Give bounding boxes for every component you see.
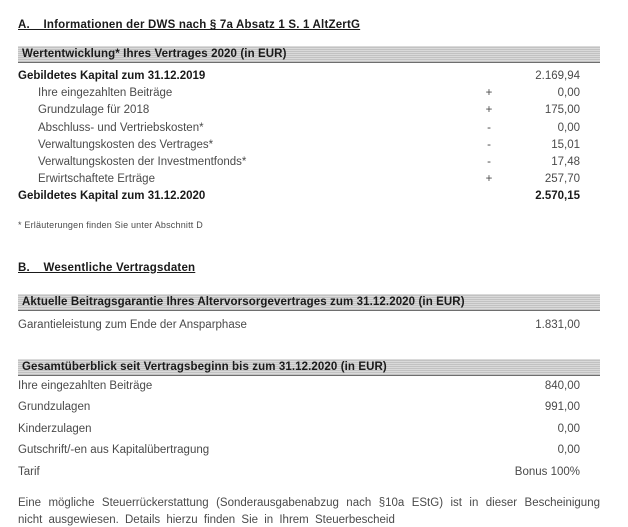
row-sign xyxy=(482,188,496,205)
table-row xyxy=(18,376,600,398)
footnote: * Erläuterungen finden Sie unter Abschnitt D xyxy=(18,219,203,230)
row-label: Garantieleistung zum Ende der Ansparphase xyxy=(18,318,247,331)
row-value: Bonus 100% xyxy=(514,465,580,478)
table-row xyxy=(18,137,600,154)
row-label: Verwaltungskosten des Vertrages* xyxy=(38,138,214,151)
row-value: 175,00 xyxy=(544,104,580,117)
row-value: 991,00 xyxy=(544,401,580,413)
section-bar-wertentwicklung: Wertentwicklung* Ihres Vertrages 2020 (in EUR) xyxy=(18,46,600,63)
row-value: 15,01 xyxy=(551,138,580,151)
table-row xyxy=(18,85,600,102)
table-row xyxy=(18,318,600,332)
row-value: 257,70 xyxy=(544,173,580,186)
row-label: Tarif xyxy=(18,465,40,478)
row-label: Erwirtschaftete Erträge xyxy=(38,173,155,186)
row-label: Abschluss- und Vertriebskosten* xyxy=(38,121,204,134)
heading-section-a: A. Informationen der DWS nach § 7a Absatz 1 S. 1 AltZertG xyxy=(18,19,361,31)
table-row xyxy=(18,440,600,462)
row-label: Grundzulagen xyxy=(18,401,91,413)
row-value: 2.570,15 xyxy=(535,190,580,203)
row-label: Gebildetes Kapital zum 31.12.2019 xyxy=(18,70,206,82)
row-sign: + xyxy=(485,173,493,186)
row-value: 17,48 xyxy=(551,155,580,168)
table-row xyxy=(18,68,600,85)
row-sign: + xyxy=(485,104,493,117)
table-row xyxy=(18,102,600,119)
section-bar-beitragsgarantie: Aktuelle Beitragsgarantie Ihres Altervorsorgevertrages zum 31.12.2020 (in EUR) xyxy=(18,294,600,311)
row-value: 1.831,00 xyxy=(535,318,580,331)
table-row xyxy=(18,120,600,137)
row-sign: - xyxy=(487,138,491,151)
row-label: Kinderzulagen xyxy=(18,422,92,435)
table-row xyxy=(18,154,600,171)
row-label: Ihre eingezahlten Beiträge xyxy=(38,87,173,100)
row-sign: + xyxy=(485,87,493,100)
row-label: Grundzulage für 2018 xyxy=(38,104,150,117)
section-bar-gesamtueberblick: Gesamtüberblick seit Vertragsbeginn bis zum 31.12.2020 (in EUR) xyxy=(18,359,600,376)
row-label: Gebildetes Kapital zum 31.12.2020 xyxy=(18,190,206,203)
row-value: 0,00 xyxy=(557,444,580,456)
table-row xyxy=(18,419,600,441)
footer-paragraph: Eine mögliche Steuerrückerstattung (Sonderausgabenabzug nach §10a EStG) ist in dieser Bescheinigung nicht ausgewiesen. Details hierzu finden Sie in Ihrem Steuerbescheid xyxy=(18,497,600,526)
table-row xyxy=(18,462,600,484)
row-sign xyxy=(482,68,496,85)
table-row xyxy=(18,171,600,188)
row-value: 840,00 xyxy=(544,379,580,392)
row-value: 0,00 xyxy=(557,422,580,435)
row-value: 0,00 xyxy=(557,87,580,100)
row-label: Gutschrift/-en aus Kapitalübertragung xyxy=(18,444,210,456)
row-label: Verwaltungskosten der Investmentfonds* xyxy=(38,155,247,168)
row-value: 2.169,94 xyxy=(535,70,580,82)
row-sign: - xyxy=(487,121,491,134)
row-value: 0,00 xyxy=(557,121,580,134)
table-row xyxy=(18,397,600,419)
row-sign: - xyxy=(487,155,491,168)
heading-section-b: B. Wesentliche Vertragsdaten xyxy=(18,261,196,274)
table-row xyxy=(18,188,600,205)
row-label: Ihre eingezahlten Beiträge xyxy=(18,379,153,392)
